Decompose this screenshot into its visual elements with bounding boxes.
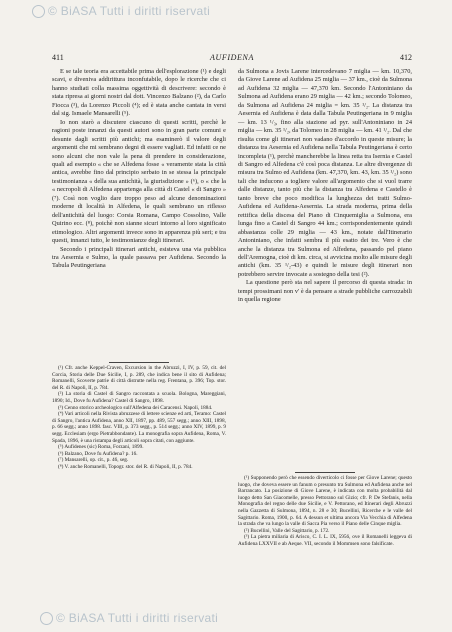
- footnote: (⁷) Mansarelli, op. cit., p. 46, seg.: [58, 457, 129, 464]
- footnote: (⁶) Balzano, Dove fu Aufidena? p. 16.: [58, 450, 138, 457]
- paragraph: Io non starò a discutere ciascuno di questi scritti, perchè le ragioni poste innanzi da questi autori sono in gran parte comuni e desunte dagli scritti più antichi; ma esaminerò il valore degli argomenti che mi sembrano degni di essere vagliati. Ed infatti ce ne sono alcuni che non vale la pena di prendere in considerazione, quali ad esempio « che se Alfedena fosse « veramente stata la città antica, avrebbe fino dal principio serbato in se stessa la principale testimonianza « della sua antichità, la giurisdizione » (⁶), o « che la « necropoli di Alfedena appartenga alla città di Castel « di Sangro » (⁷). Così non voglio dare troppo peso ad alcune denominazioni moderne di località in Alfedena, le quali sembrano un riflesso dell'antichità del luogo: Corsia Romana, Campo Cossolino, Valle Quirino ecc. (⁸), poichè non sianne sicuri intorno al loro significato etimologico. Altri argomenti invece sono in apparenza più seri; e tra questi, innanzi tutto, le testimonianze degli itinerari.: [52, 118, 226, 245]
- page-number-left: 411: [52, 53, 64, 62]
- footnote: (¹) Cfr. anche Keppel-Craven, Excursion in the Abruzzi, I, IV, p. 59, cit. del Corcia, Storia delle Due Sicilie, I, p. 289, che indica bene il sito di Aufidena; Romanelli, Scoverte patrie di città distrutte nella reg. Frentana, p. 396; Top. stor. del R. di Napoli, II, p. 784.: [52, 365, 226, 391]
- footnote: (³) La pietra miliaria di Arisco, C. I. L. IX, 5956, ove il Romanelli leggeva di Aufidena LXXVII e ab Aeque. VII, secondo il Mommsen sono falsificate.: [238, 534, 412, 547]
- paragraph: E se tale teoria era accettabile prima dell'esplorazione (¹) e degli scavi, e diveniva addirittura inconfutabile, dopo le ricerche che ci hanno studiati colla massima oggettività di descrivere: secondo è stata ripresa ai giorni nostri dal dott. Vincenzo Balzano (²), da Carlo Fiocca (³), da Lorenzo Piccoli (⁴); ed è stata anche cantata in versi dal sig. Ismaele Mansarelli (⁵).: [52, 68, 226, 118]
- right-footnotes: [238, 472, 412, 548]
- footnote: (²) La storia di Castel di Sangro raccontata a scuola. Bologna, Mareggiani, 1890; Id., Dove fu Aufidena? Castel di Sangro, 1898.: [52, 391, 226, 404]
- page-number-right: 412: [400, 53, 412, 62]
- paragraph: La questione però sta nel sapere il percorso di questa strada: in tempi prossimani non v' è da pensare a strade pubbliche carrozzabili in quella regione: [238, 279, 412, 304]
- page-header: [52, 52, 412, 64]
- paragraph: Secondo i principali itinerari antichi, esisteva una via pubblica tra Aesernia e Sulmo, la quale passava per Aufidena. Secondo la Tabula Peutingeriana: [52, 245, 226, 270]
- watermark-top: © BiASA Tutti i diritti riservati: [48, 4, 211, 18]
- footnote: (⁵) Aufidenes (sic) Roma, Forzani, 1899.: [58, 444, 144, 451]
- paragraph: da Sulmona a Jovis Larene intercedevano 7 miglia — km. 10,370, da Giove Larene ad Aufidena 25 miglia — 37 km., cioè da Sulmona ad Aufidena 32 miglia — 47,370 km. Secondo l'Antoniniano da Sulmona ad Aufidena erano 29 miglia — 42 km.; secondo Tolomeo, da Sulmona ad Aufidena 24 miglia = km. 35 ¹/₂. La distanza tra Aesernia ed Aufidena è data dalla Tabula Peutingeriana in 9 miglia — km. 13 ¹/₃, fino alla stazione ad pyr. sull'Antoniniano in 24 miglia — km. 35 ¹/₂, da Tolomeo in 28 miglia — km. 41 ¹/₂. Dal che risulta come gli itinerari non vadano d'accordo in queste misure; la distanza tra Aesernia ed Aufidena nella Tabula Peutingeriana è certo incompleta (¹), perchè mancherebbe la linea retta tra Isernia e Castel di Sangro ed Alfedena c'è così poca distanza. Le altre divergenze di misura tra Sulmo ed Aufidena (km. 47,370, km. 43, km. 35 ¹/₂) sono tali che inducono a togliere valore all'argomento che si vuol trarre dalle distanze, tanto più che la distanza tra Alfedena e Castello è tanto breve che poco modifica la lunghezza dei tratti Sulmo-Aufidena ed Aufidena-Aesernia. La strada moderna, prima della rettifica della discesa del Piano di Cinquemiglia a Sulmona, era lunga fino a Castel di Sangro 44 km.; corrispondentemente quindi abbastanza colle 29 miglia — 43 km., notate dall'Itinerario Antoniniano, che infatti sembra il più esatto dei tre. Vero è che anche la distanza tra Sulmona ed Alfedena, passando pel piano dell'Aremogna, cioè di km. circa, si avvicina molto alle misure degli antichi (km. 35 ¹/₂-43) e quindi le misure degli itinerari non potrebbero servire invocate a sostegno della tesi (²).: [238, 68, 412, 278]
- footnote: (²) Bucellini, Valle del Sagittario, p. 172.: [244, 527, 330, 534]
- left-column: [52, 68, 226, 271]
- footnote: (³) Cenno storico archeologico sull'Alfedena dei Caracensi. Napoli, 1884.: [58, 404, 213, 411]
- left-footnotes: [52, 362, 226, 471]
- footnote: (¹) Supponendo però che essendo diverticolo ci fosse per Giove Larene; questo luogo, che doveva essere un fanum o presunto tra Sulmona ed Aufidena anche nel Barrancato. La posizione di Giove Larene, è indicata con molta probabilità dal luogo detto San Giacomelle, presso Pettorano sul Gizio; cfr. P. De Stefanis, nella Monografia del regno delle due Sicilie, e V. Pettorano, ed Itinerari degli Abruzzi nella Gazzetta di Sulmona, 1894, n. 28 e 30; Bucellini, Ricerche e le valle del Sagittario. Roma, 1900, p. 64. A dessun et ultima ancora Via Vecchia di Alfedena la strada che va lungo la valle di Sacca Pia verso il Piano delle Cinque miglia.: [238, 475, 412, 528]
- footnote-divider: [109, 362, 169, 363]
- footnote-divider: [295, 472, 355, 473]
- watermark-seal-icon: [40, 612, 53, 625]
- running-head: AUFIDENA: [210, 53, 254, 62]
- footnote: (⁸) V. anche Romanelli, Topogr. stor. del R. di Napoli, II, p. 784.: [58, 463, 193, 470]
- right-column: [238, 68, 412, 305]
- watermark-bottom: © BiASA Tutti i diritti riservati: [56, 611, 219, 625]
- watermark-seal-icon: [32, 5, 45, 18]
- footnote: (⁴) Vari articoli nella Rivista abruzzese di lettere scienze ed arti, Teramo: Castel di Sangro, l'antica Aufidena, anno XII, 1897, pp. 489, 557 segg.; anno XIII, 1898, p. 66 segg.; anno 1898. fasc. VIII, p. 373 segg., p. 514 segg.; anno XIV, 1899, p. 9 segg. Ecclesiam (ergo Pietrabbondante). La monografia sopra Aufidena, Roma, V. Spada, 1896, è una ristampa degli articoli sopra citati, con aggiunte.: [52, 411, 226, 444]
